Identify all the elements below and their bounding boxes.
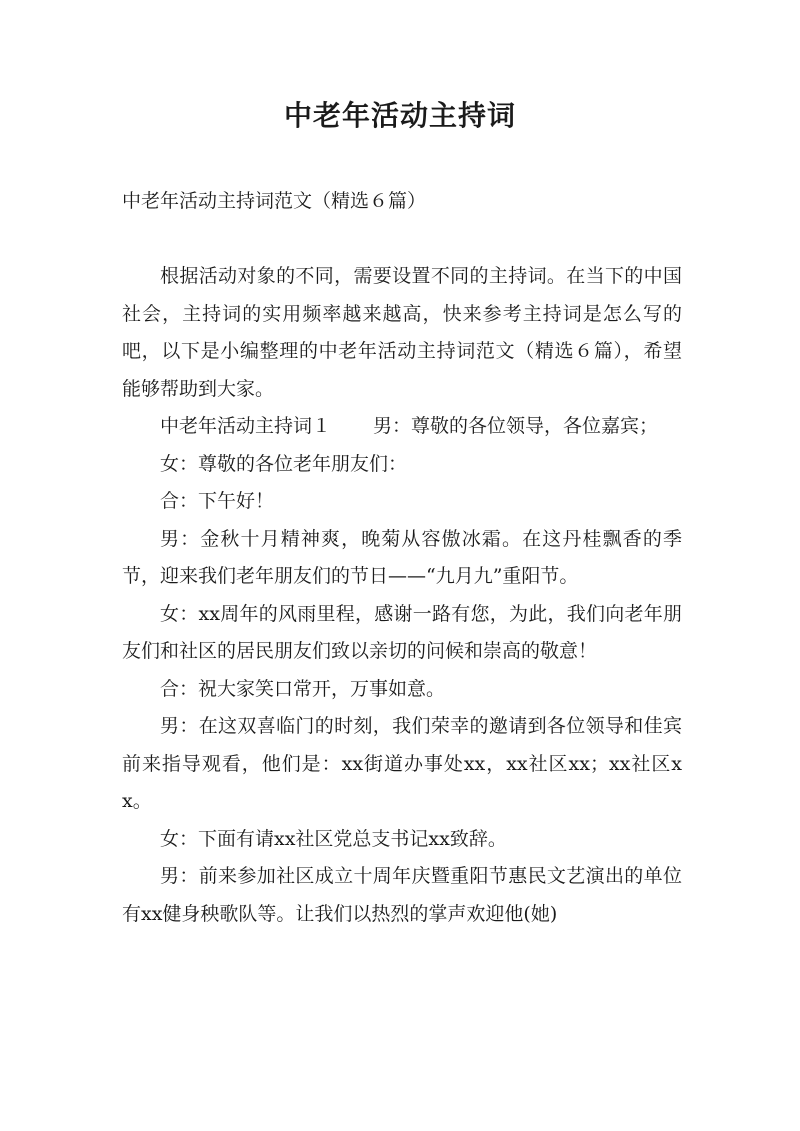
dialogue-paragraph: 合：下午好！ — [160, 490, 275, 512]
intro-paragraph: 根据活动对象的不同，需要设置不同的主持词。在当下的中国社会，主持词的实用频率越来越高，快来参考主持词是怎么写的吧，以下是小编整理的中老年活动主持词范文（精选６篇），希望能够帮助到大家。 — [122, 265, 682, 400]
section-first-line: 男：尊敬的各位领导，各位嘉宾； — [373, 415, 659, 437]
dialogue-paragraph: 女：尊敬的各位老年朋友们： — [160, 452, 408, 475]
document-subtitle: 中老年活动主持词范文（精选６篇） — [122, 190, 427, 212]
dialogue-paragraph: 女：xx周年的风雨里程，感谢一路有您，为此，我们向老年朋友们和社区的居民朋友们致以亲切的问候和崇高的敬意！ — [122, 602, 682, 662]
dialogue-paragraph: 男：金秋十月精神爽，晚菊从容傲冰霜。在这丹桂飘香的季节，迎来我们老年朋友们的节日——“九月九”重阳节。 — [122, 527, 682, 587]
section-paragraph — [122, 408, 682, 446]
dialogue-paragraph: 男：前来参加社区成立十周年庆暨重阳节惠民文艺演出的单位有xx健身秧歌队等。让我们以热烈的掌声欢迎他(她) — [122, 865, 682, 925]
document-title: 中老年活动主持词 — [283, 99, 516, 132]
dialogue-paragraph: 男：在这双喜临门的时刻，我们荣幸的邀请到各位领导和佳宾前来指导观看，他们是：xx街道办事处xx，xx社区xx；xx社区xx。 — [122, 715, 682, 812]
dialogue-paragraph: 合：祝大家笑口常开，万事如意。 — [160, 677, 446, 700]
section-heading: 中老年活动主持词１ — [160, 415, 332, 437]
dialogue-paragraph: 女：下面有请xx社区党总支书记xx致辞。 — [160, 827, 507, 850]
document-body — [122, 258, 682, 933]
